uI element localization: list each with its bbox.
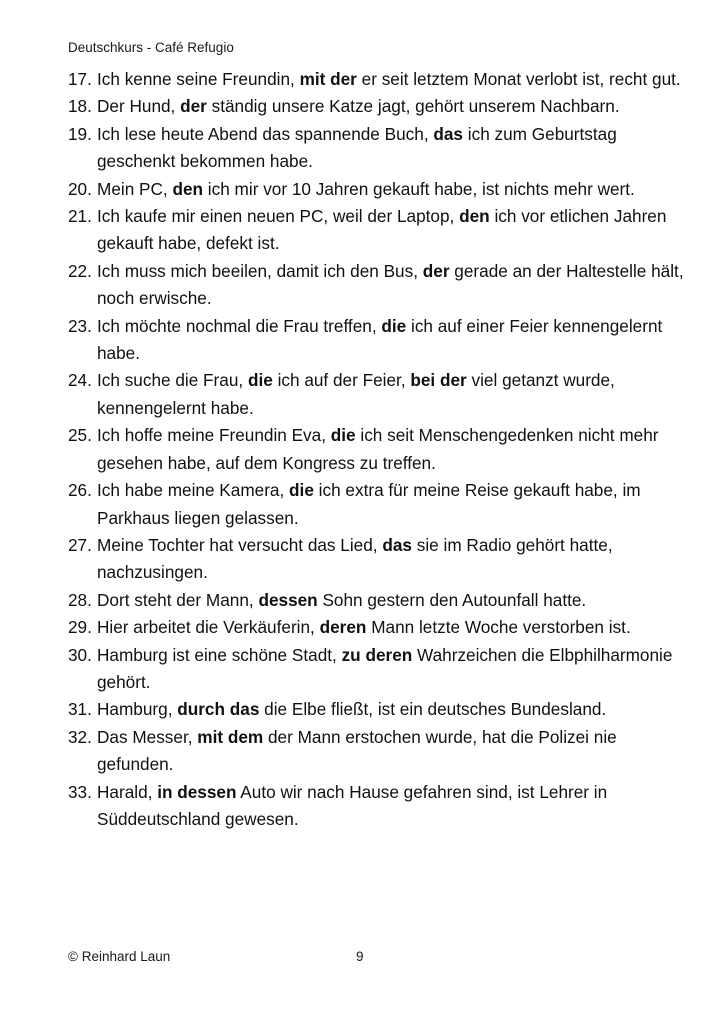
sentence-text: Harald,: [97, 781, 158, 802]
item-sentence: [97, 779, 688, 834]
sentence-text: Auto wir nach Hause gefahren sind, ist Lehrer in Süddeutschland gewesen.: [97, 781, 608, 829]
sentence-text: er seit letztem Monat verlobt ist, recht gut.: [356, 69, 681, 89]
sentence-text: Ich hoffe meine Freundin Eva,: [97, 425, 331, 446]
list-item: [68, 422, 688, 477]
sentence-text: Sohn gestern den Autounfall hatte.: [317, 589, 587, 610]
list-item: [68, 587, 688, 614]
sentence-text: ich seit Menschengedenken nicht mehr gesehen habe, auf dem Kongress zu treffen.: [97, 425, 659, 473]
sentence-text: Dort steht der Mann,: [97, 589, 259, 610]
item-sentence: [97, 176, 688, 203]
relative-pronoun: durch das: [177, 699, 260, 720]
item-number: 32.: [68, 726, 92, 747]
item-number: 21.: [68, 206, 92, 227]
sentence-text: gerade an der Haltestelle hält, noch erwische.: [97, 260, 684, 309]
list-item: [68, 642, 688, 697]
sentence-text: Hamburg ist eine schöne Stadt,: [97, 644, 342, 665]
list-item: [68, 614, 688, 641]
item-sentence: [97, 258, 688, 313]
item-sentence: [97, 642, 688, 697]
relative-pronoun: deren: [319, 617, 367, 638]
item-number: 27.: [68, 534, 92, 555]
item-number: 18.: [68, 96, 92, 117]
item-sentence: [97, 367, 688, 422]
sentence-text: Ich habe meine Kamera,: [97, 480, 290, 501]
item-number: 23.: [68, 315, 92, 336]
relative-pronoun: den: [172, 178, 204, 199]
item-number: 24.: [68, 370, 92, 391]
item-sentence: [97, 614, 688, 641]
relative-pronoun: zu deren: [341, 644, 413, 665]
item-number: 22.: [68, 260, 92, 281]
relative-pronoun: in dessen: [157, 781, 237, 802]
item-number: 28.: [68, 589, 92, 610]
sentence-text: ich mir vor 10 Jahren gekauft habe, ist nichts mehr wert.: [203, 178, 635, 199]
list-item: [68, 696, 688, 723]
list-item: [68, 477, 688, 532]
page-number: 9: [356, 949, 364, 964]
item-sentence: [97, 532, 688, 587]
relative-pronoun: mit der: [299, 69, 357, 89]
list-item: [68, 66, 688, 93]
sentence-text: Ich möchte nochmal die Frau treffen,: [97, 315, 382, 336]
relative-pronoun: die: [289, 480, 314, 501]
item-number: 31.: [68, 699, 92, 720]
item-sentence: [97, 93, 688, 120]
sentence-text: Ich muss mich beeilen, damit ich den Bus,: [97, 260, 423, 281]
sentence-text: ich auf einer Feier kennengelernt habe.: [97, 315, 663, 364]
page-header: Deutschkurs - Café Refugio: [68, 40, 234, 55]
item-number: 17.: [68, 69, 92, 89]
exercise-list: [68, 66, 688, 833]
sentence-text: Der Hund,: [97, 96, 181, 117]
item-number: 30.: [68, 644, 92, 665]
relative-pronoun: bei der: [410, 370, 467, 391]
sentence-text: ich zum Geburtstag geschenkt bekommen habe.: [97, 123, 617, 172]
sentence-text: Ich suche die Frau,: [97, 370, 248, 391]
sentence-text: viel getanzt wurde, kennengelernt habe.: [97, 370, 615, 418]
list-item: [68, 724, 688, 779]
sentence-text: Ich kenne seine Freundin,: [97, 69, 300, 89]
sentence-text: Mann letzte Woche verstorben ist.: [366, 617, 631, 638]
list-item: [68, 367, 688, 422]
sentence-text: ständig unsere Katze jagt, gehört unserem Nachbarn.: [206, 96, 620, 117]
list-item: [68, 532, 688, 587]
list-item: [68, 203, 688, 258]
item-number: 33.: [68, 781, 92, 802]
item-sentence: [97, 696, 688, 723]
item-number: 25.: [68, 425, 92, 446]
sentence-text: sie im Radio gehört hatte, nachzusingen.: [97, 534, 613, 583]
sentence-text: Wahrzeichen die Elbphilharmonie gehört.: [97, 644, 673, 692]
relative-pronoun: der: [422, 260, 450, 281]
relative-pronoun: die: [381, 315, 407, 336]
relative-pronoun: der: [180, 96, 207, 117]
relative-pronoun: das: [382, 534, 412, 555]
sentence-text: ich auf der Feier,: [272, 370, 411, 391]
sentence-text: ich vor etlichen Jahren gekauft habe, defekt ist.: [97, 206, 667, 254]
sentence-text: der Mann erstochen wurde, hat die Polizei nie gefunden.: [97, 726, 617, 775]
relative-pronoun: den: [459, 206, 490, 227]
sentence-text: Hamburg,: [97, 699, 178, 720]
item-sentence: [97, 203, 688, 258]
item-number: 26.: [68, 480, 92, 501]
relative-pronoun: die: [330, 425, 356, 446]
relative-pronoun: mit dem: [197, 726, 264, 747]
item-number: 20.: [68, 178, 92, 199]
list-item: [68, 779, 688, 834]
item-sentence: [97, 121, 688, 176]
relative-pronoun: die: [247, 370, 273, 391]
sentence-text: Meine Tochter hat versucht das Lied,: [97, 534, 383, 555]
item-sentence: [97, 477, 688, 532]
sentence-text: Ich kaufe mir einen neuen PC, weil der Laptop,: [97, 206, 460, 227]
item-sentence: [97, 66, 688, 93]
item-sentence: [97, 422, 688, 477]
sentence-text: Ich lese heute Abend das spannende Buch,: [97, 123, 434, 144]
list-item: [68, 176, 688, 203]
list-item: [68, 313, 688, 368]
relative-pronoun: das: [433, 123, 463, 144]
sentence-text: Das Messer,: [97, 726, 198, 747]
sentence-text: Mein PC,: [97, 178, 173, 199]
list-item: [68, 93, 688, 120]
item-sentence: [97, 724, 688, 779]
item-sentence: [97, 313, 688, 368]
item-sentence: [97, 587, 688, 614]
item-number: 19.: [68, 123, 92, 144]
relative-pronoun: dessen: [258, 589, 318, 610]
sentence-text: Hier arbeitet die Verkäuferin,: [97, 617, 320, 638]
footer-copyright: © Reinhard Laun: [68, 949, 171, 964]
item-number: 29.: [68, 617, 92, 638]
list-item: [68, 258, 688, 313]
sentence-text: ich extra für meine Reise gekauft habe, im Parkhaus liegen gelassen.: [97, 480, 641, 528]
sentence-text: die Elbe fließt, ist ein deutsches Bundesland.: [259, 699, 607, 720]
list-item: [68, 121, 688, 176]
